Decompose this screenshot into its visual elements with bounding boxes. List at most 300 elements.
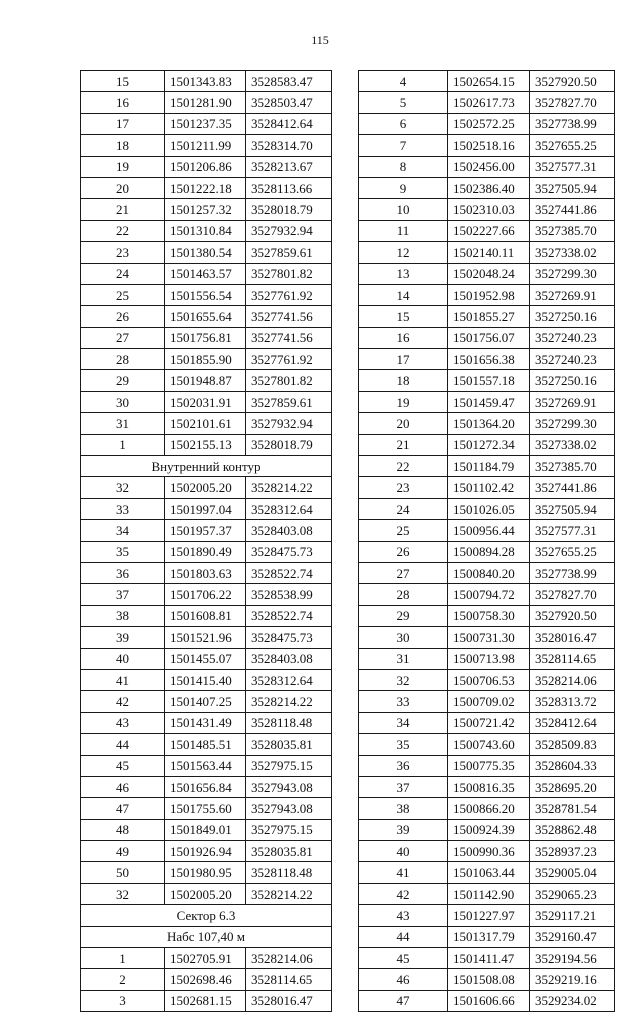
table-row: [359, 306, 615, 327]
coordinate-y: 3527577.31: [530, 156, 615, 177]
coordinate-x: 1501608.81: [165, 605, 246, 626]
table-row: [359, 520, 615, 541]
point-number: 22: [359, 456, 448, 477]
coordinate-x: 1501343.83: [165, 71, 246, 92]
coordinate-x: 1502681.15: [165, 990, 246, 1011]
table-row: [359, 627, 615, 648]
coordinate-y: 3527932.94: [246, 220, 332, 241]
coordinate-y: 3528114.65: [530, 648, 615, 669]
coordinate-x: 1502518.16: [448, 135, 530, 156]
coordinate-y: 3527920.50: [530, 71, 615, 92]
coordinate-x: 1502698.46: [165, 969, 246, 990]
coordinate-x: 1501485.51: [165, 734, 246, 755]
coordinates-table-left-body: [81, 71, 332, 1012]
coordinate-y: 3527932.94: [246, 413, 332, 434]
coordinate-y: 3527827.70: [530, 92, 615, 113]
coordinate-y: 3527741.56: [246, 327, 332, 348]
point-number: 15: [359, 306, 448, 327]
coordinate-y: 3527269.91: [530, 391, 615, 412]
coordinate-x: 1500731.30: [448, 627, 530, 648]
point-number: 44: [81, 734, 165, 755]
table-row: [81, 990, 332, 1011]
coordinate-x: 1500721.42: [448, 712, 530, 733]
point-number: 45: [81, 755, 165, 776]
table-row: [359, 498, 615, 519]
coordinate-x: 1501890.49: [165, 541, 246, 562]
coordinate-x: 1502140.11: [448, 242, 530, 263]
coordinate-x: 1501310.84: [165, 220, 246, 241]
coordinate-x: 1500956.44: [448, 520, 530, 541]
coordinate-y: 3528522.74: [246, 562, 332, 583]
point-number: 2: [81, 969, 165, 990]
point-number: 10: [359, 199, 448, 220]
coordinate-x: 1501222.18: [165, 177, 246, 198]
coordinate-y: 3528522.74: [246, 605, 332, 626]
point-number: 26: [81, 306, 165, 327]
coordinate-x: 1501855.90: [165, 349, 246, 370]
table-row: [81, 755, 332, 776]
point-number: 47: [359, 990, 448, 1011]
coordinate-y: 3528018.79: [246, 199, 332, 220]
coordinate-y: 3528213.67: [246, 156, 332, 177]
coordinate-x: 1501227.97: [448, 905, 530, 926]
coordinate-y: 3528312.64: [246, 498, 332, 519]
coordinate-y: 3527441.86: [530, 477, 615, 498]
table-row: [81, 220, 332, 241]
point-number: 43: [359, 905, 448, 926]
coordinate-y: 3527738.99: [530, 113, 615, 134]
coordinate-y: 3527943.08: [246, 798, 332, 819]
point-number: 21: [359, 434, 448, 455]
table-row: [359, 135, 615, 156]
coordinates-table-right-body: [359, 71, 615, 1012]
coordinate-x: 1500840.20: [448, 562, 530, 583]
coordinate-y: 3528313.72: [530, 691, 615, 712]
point-number: 20: [81, 177, 165, 198]
point-number: 50: [81, 862, 165, 883]
coordinate-x: 1501756.81: [165, 327, 246, 348]
point-number: 8: [359, 156, 448, 177]
coordinate-x: 1501755.60: [165, 798, 246, 819]
point-number: 32: [359, 669, 448, 690]
coordinate-x: 1502572.25: [448, 113, 530, 134]
page-number: 115: [311, 33, 329, 47]
coordinate-y: 3527385.70: [530, 456, 615, 477]
coordinate-y: 3527250.16: [530, 306, 615, 327]
coordinate-y: 3527943.08: [246, 776, 332, 797]
section-header: Сектор 6.3: [81, 905, 332, 926]
table-row: [359, 905, 615, 926]
point-number: 26: [359, 541, 448, 562]
coordinate-x: 1501997.04: [165, 498, 246, 519]
coordinate-x: 1501803.63: [165, 562, 246, 583]
coordinate-y: 3527827.70: [530, 584, 615, 605]
coordinate-x: 1501855.27: [448, 306, 530, 327]
table-row: [81, 819, 332, 840]
coordinate-y: 3528412.64: [246, 113, 332, 134]
table-row: [359, 177, 615, 198]
table-row: [81, 391, 332, 412]
coordinate-x: 1500866.20: [448, 798, 530, 819]
point-number: 47: [81, 798, 165, 819]
coordinate-x: 1501411.47: [448, 948, 530, 969]
coordinate-x: 1500816.35: [448, 776, 530, 797]
point-number: 39: [81, 627, 165, 648]
point-number: 37: [359, 776, 448, 797]
point-number: 19: [81, 156, 165, 177]
coordinates-table-right: [358, 70, 615, 1012]
table-row: [81, 734, 332, 755]
table-row: [81, 948, 332, 969]
point-number: 28: [81, 349, 165, 370]
coordinate-y: 3528214.22: [246, 691, 332, 712]
coordinate-y: 3528312.64: [246, 669, 332, 690]
point-number: 24: [81, 263, 165, 284]
point-number: 31: [359, 648, 448, 669]
table-row: [359, 263, 615, 284]
coordinate-y: 3527505.94: [530, 177, 615, 198]
coordinate-x: 1501415.40: [165, 669, 246, 690]
coordinate-y: 3528035.81: [246, 734, 332, 755]
coordinate-y: 3527761.92: [246, 349, 332, 370]
coordinate-x: 1502031.91: [165, 391, 246, 412]
coordinate-x: 1502005.20: [165, 883, 246, 904]
point-number: 14: [359, 284, 448, 305]
coordinate-x: 1501459.47: [448, 391, 530, 412]
coordinate-x: 1501926.94: [165, 841, 246, 862]
coordinate-y: 3528214.22: [246, 883, 332, 904]
coordinate-y: 3527299.30: [530, 413, 615, 434]
coordinate-y: 3528114.65: [246, 969, 332, 990]
coordinate-y: 3528314.70: [246, 135, 332, 156]
point-number: 18: [359, 370, 448, 391]
point-number: 27: [359, 562, 448, 583]
table-row: [359, 156, 615, 177]
coordinate-y: 3528503.47: [246, 92, 332, 113]
table-row: [359, 862, 615, 883]
coordinate-x: 1501272.34: [448, 434, 530, 455]
coordinate-y: 3528214.22: [246, 477, 332, 498]
coordinate-y: 3528035.81: [246, 841, 332, 862]
coordinate-x: 1501952.98: [448, 284, 530, 305]
coordinate-x: 1501557.18: [448, 370, 530, 391]
table-row: [359, 71, 615, 92]
coordinate-y: 3528583.47: [246, 71, 332, 92]
coordinate-y: 3529005.04: [530, 862, 615, 883]
table-row: [359, 370, 615, 391]
coordinate-x: 1501455.07: [165, 648, 246, 669]
table-row: [359, 798, 615, 819]
table-row: [81, 284, 332, 305]
table-row: [359, 969, 615, 990]
table-row: [359, 327, 615, 348]
coordinate-x: 1501849.01: [165, 819, 246, 840]
coordinate-x: 1501317.79: [448, 926, 530, 947]
coordinate-y: 3528475.73: [246, 541, 332, 562]
coordinate-x: 1501211.99: [165, 135, 246, 156]
coordinate-y: 3527975.15: [246, 819, 332, 840]
table-row: [81, 798, 332, 819]
point-number: 37: [81, 584, 165, 605]
coordinate-y: 3527920.50: [530, 605, 615, 626]
section-header-row: [81, 456, 332, 477]
coordinate-y: 3527240.23: [530, 349, 615, 370]
table-row: [359, 819, 615, 840]
coordinate-y: 3529194.56: [530, 948, 615, 969]
point-number: 24: [359, 498, 448, 519]
table-row: [81, 306, 332, 327]
point-number: 46: [81, 776, 165, 797]
table-row: [81, 776, 332, 797]
table-row: [359, 776, 615, 797]
coordinate-y: 3529234.02: [530, 990, 615, 1011]
point-number: 35: [359, 734, 448, 755]
coordinate-y: 3528475.73: [246, 627, 332, 648]
table-row: [81, 841, 332, 862]
section-header-row: [81, 926, 332, 947]
coordinate-x: 1502456.00: [448, 156, 530, 177]
coordinate-x: 1500775.35: [448, 755, 530, 776]
table-row: [359, 349, 615, 370]
coordinate-y: 3527299.30: [530, 263, 615, 284]
table-row: [81, 541, 332, 562]
coordinate-x: 1501407.25: [165, 691, 246, 712]
table-row: [81, 648, 332, 669]
coordinate-x: 1502048.24: [448, 263, 530, 284]
table-row: [81, 370, 332, 391]
point-number: 25: [81, 284, 165, 305]
point-number: 34: [81, 520, 165, 541]
coordinate-x: 1501706.22: [165, 584, 246, 605]
table-row: [81, 562, 332, 583]
point-number: 29: [359, 605, 448, 626]
coordinate-x: 1500794.72: [448, 584, 530, 605]
coordinate-y: 3529065.23: [530, 883, 615, 904]
coordinate-y: 3527655.25: [530, 135, 615, 156]
coordinate-y: 3528538.99: [246, 584, 332, 605]
table-row: [359, 755, 615, 776]
point-number: 11: [359, 220, 448, 241]
table-row: [81, 349, 332, 370]
table-row: [359, 883, 615, 904]
coordinate-y: 3528018.79: [246, 434, 332, 455]
coordinate-x: 1500758.30: [448, 605, 530, 626]
table-row: [359, 477, 615, 498]
coordinate-x: 1502101.61: [165, 413, 246, 434]
coordinate-y: 3527250.16: [530, 370, 615, 391]
point-number: 32: [81, 883, 165, 904]
coordinate-y: 3528016.47: [246, 990, 332, 1011]
point-number: 40: [81, 648, 165, 669]
coordinate-x: 1501026.05: [448, 498, 530, 519]
table-row: [81, 883, 332, 904]
table-row: [359, 926, 615, 947]
coordinate-y: 3527738.99: [530, 562, 615, 583]
coordinate-x: 1501281.90: [165, 92, 246, 113]
table-row: [81, 92, 332, 113]
point-number: 27: [81, 327, 165, 348]
coordinate-x: 1500713.98: [448, 648, 530, 669]
point-number: 1: [81, 434, 165, 455]
coordinate-y: 3527859.61: [246, 242, 332, 263]
coordinate-y: 3527385.70: [530, 220, 615, 241]
table-row: [359, 113, 615, 134]
table-row: [359, 92, 615, 113]
table-row: [81, 113, 332, 134]
table-row: [81, 263, 332, 284]
coordinate-x: 1501980.95: [165, 862, 246, 883]
point-number: 13: [359, 263, 448, 284]
coordinate-y: 3527577.31: [530, 520, 615, 541]
coordinate-x: 1501102.42: [448, 477, 530, 498]
table-row: [81, 177, 332, 198]
coordinate-y: 3528412.64: [530, 712, 615, 733]
point-number: 38: [81, 605, 165, 626]
coordinate-x: 1502310.03: [448, 199, 530, 220]
table-row: [359, 562, 615, 583]
coordinate-y: 3527741.56: [246, 306, 332, 327]
table-row: [359, 584, 615, 605]
table-row: [81, 627, 332, 648]
coordinate-x: 1501142.90: [448, 883, 530, 904]
table-row: [81, 477, 332, 498]
coordinate-y: 3527801.82: [246, 263, 332, 284]
coordinate-y: 3528403.08: [246, 648, 332, 669]
table-row: [359, 669, 615, 690]
coordinate-x: 1501063.44: [448, 862, 530, 883]
point-number: 41: [81, 669, 165, 690]
coordinate-x: 1501656.38: [448, 349, 530, 370]
coordinate-x: 1502654.15: [448, 71, 530, 92]
point-number: 32: [81, 477, 165, 498]
table-row: [359, 434, 615, 455]
coordinate-x: 1501237.35: [165, 113, 246, 134]
coordinate-y: 3527761.92: [246, 284, 332, 305]
coordinate-y: 3528403.08: [246, 520, 332, 541]
point-number: 41: [359, 862, 448, 883]
coordinate-x: 1501184.79: [448, 456, 530, 477]
point-number: 29: [81, 370, 165, 391]
table-row: [359, 948, 615, 969]
point-number: 23: [81, 242, 165, 263]
table-row: [81, 605, 332, 626]
point-number: 1: [81, 948, 165, 969]
table-row: [359, 456, 615, 477]
point-number: 49: [81, 841, 165, 862]
coordinate-x: 1501206.86: [165, 156, 246, 177]
coordinate-x: 1501431.49: [165, 712, 246, 733]
point-number: 5: [359, 92, 448, 113]
coordinate-x: 1501563.44: [165, 755, 246, 776]
point-number: 3: [81, 990, 165, 1011]
point-number: 46: [359, 969, 448, 990]
point-number: 23: [359, 477, 448, 498]
point-number: 34: [359, 712, 448, 733]
coordinate-x: 1501957.37: [165, 520, 246, 541]
coordinate-y: 3528214.06: [246, 948, 332, 969]
table-row: [359, 220, 615, 241]
coordinate-y: 3528695.20: [530, 776, 615, 797]
table-row: [81, 520, 332, 541]
section-header: Внутренний контур: [81, 456, 332, 477]
coordinate-x: 1501606.66: [448, 990, 530, 1011]
coordinates-table-left: [80, 70, 332, 1012]
table-row: [359, 648, 615, 669]
coordinate-y: 3529160.47: [530, 926, 615, 947]
coordinate-y: 3529219.16: [530, 969, 615, 990]
table-row: [81, 862, 332, 883]
coordinate-x: 1500709.02: [448, 691, 530, 712]
point-number: 9: [359, 177, 448, 198]
table-row: [81, 413, 332, 434]
table-row: [81, 156, 332, 177]
coordinate-x: 1502386.40: [448, 177, 530, 198]
point-number: 31: [81, 413, 165, 434]
coordinate-x: 1501463.57: [165, 263, 246, 284]
coordinate-x: 1501656.84: [165, 776, 246, 797]
coordinate-y: 3527269.91: [530, 284, 615, 305]
coordinate-x: 1501508.08: [448, 969, 530, 990]
point-number: 18: [81, 135, 165, 156]
point-number: 42: [359, 883, 448, 904]
point-number: 35: [81, 541, 165, 562]
point-number: 25: [359, 520, 448, 541]
coordinate-y: 3528781.54: [530, 798, 615, 819]
point-number: 45: [359, 948, 448, 969]
point-number: 22: [81, 220, 165, 241]
coordinate-y: 3528862.48: [530, 819, 615, 840]
table-row: [81, 135, 332, 156]
coordinate-y: 3528509.83: [530, 734, 615, 755]
coordinate-x: 1502155.13: [165, 434, 246, 455]
point-number: 42: [81, 691, 165, 712]
coordinate-y: 3528214.06: [530, 669, 615, 690]
table-row: [81, 199, 332, 220]
coordinate-y: 3528937.23: [530, 841, 615, 862]
coordinate-y: 3527801.82: [246, 370, 332, 391]
coordinate-y: 3527859.61: [246, 391, 332, 412]
coordinate-y: 3528118.48: [246, 862, 332, 883]
coordinate-y: 3527441.86: [530, 199, 615, 220]
coordinate-y: 3528016.47: [530, 627, 615, 648]
table-row: [81, 691, 332, 712]
table-row: [81, 242, 332, 263]
table-row: [81, 327, 332, 348]
point-number: 36: [81, 562, 165, 583]
coordinate-x: 1501756.07: [448, 327, 530, 348]
coordinate-x: 1500706.53: [448, 669, 530, 690]
coordinate-y: 3527338.02: [530, 242, 615, 263]
coordinate-y: 3527338.02: [530, 434, 615, 455]
coordinate-x: 1502005.20: [165, 477, 246, 498]
table-row: [359, 691, 615, 712]
coordinate-x: 1500990.36: [448, 841, 530, 862]
coordinate-x: 1501556.54: [165, 284, 246, 305]
point-number: 19: [359, 391, 448, 412]
coordinate-x: 1501364.20: [448, 413, 530, 434]
table-row: [81, 584, 332, 605]
coordinate-x: 1501948.87: [165, 370, 246, 391]
table-row: [359, 541, 615, 562]
coordinate-y: 3527240.23: [530, 327, 615, 348]
table-row: [81, 71, 332, 92]
point-number: 30: [81, 391, 165, 412]
point-number: 44: [359, 926, 448, 947]
coordinate-x: 1500894.28: [448, 541, 530, 562]
table-row: [359, 413, 615, 434]
table-row: [81, 969, 332, 990]
point-number: 33: [81, 498, 165, 519]
